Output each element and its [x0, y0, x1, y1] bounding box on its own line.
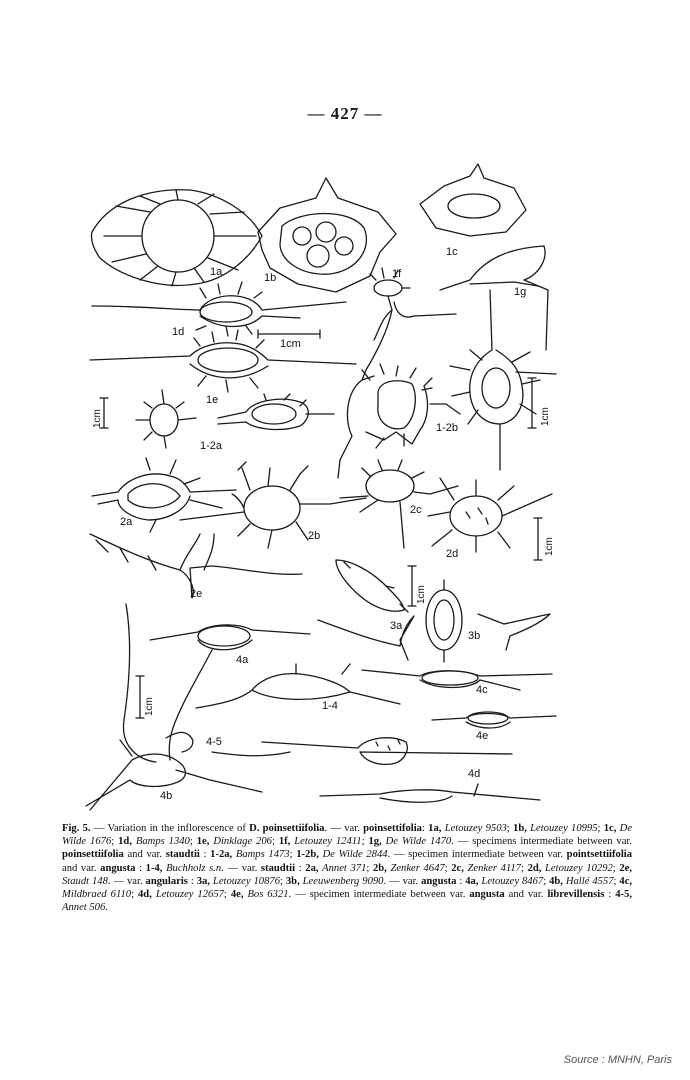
scale-label: 1cm	[92, 409, 103, 428]
drawing-3a	[318, 560, 414, 660]
drawing-1g	[440, 246, 548, 350]
label-1-2b: 1-2b	[436, 422, 459, 434]
label-1-4: 1-4	[322, 700, 338, 712]
scale-label: 1cm	[280, 338, 301, 350]
scale-label: 1cm	[144, 697, 155, 716]
label-2c: 2c	[410, 504, 422, 516]
drawing-3b	[426, 580, 550, 662]
drawing-1e	[90, 330, 356, 392]
label-2b: 2b	[308, 530, 321, 542]
drawing-1d	[92, 282, 346, 338]
label-1c: 1c	[446, 246, 458, 258]
label-2d: 2d	[446, 548, 459, 560]
drawing-4e	[432, 712, 556, 728]
label-4a: 4a	[236, 654, 249, 666]
drawing-1-2a	[136, 390, 334, 448]
drawing-1-2b	[338, 302, 460, 478]
label-2e: 2e	[190, 588, 203, 600]
label-1b: 1b	[264, 272, 277, 284]
label-3b: 3b	[468, 630, 481, 642]
drawing-2a	[92, 458, 236, 532]
label-1e: 1e	[206, 394, 219, 406]
drawing-4c	[362, 670, 552, 690]
label-4d: 4d	[468, 768, 481, 780]
label-4-5: 4-5	[206, 736, 222, 748]
label-1f: 1f	[392, 268, 402, 280]
page-number: — 427 —	[307, 104, 383, 123]
label-4b: 4b	[160, 790, 173, 802]
drawing-2d	[428, 478, 552, 552]
scale-label: 1cm	[540, 407, 551, 426]
label-2a: 2a	[120, 516, 133, 528]
label-1a: 1a	[210, 266, 223, 278]
drawing-1a	[91, 190, 262, 286]
drawing-1f	[370, 268, 410, 340]
drawing-right-1cm	[450, 290, 556, 470]
figure-caption: Fig. 5. — Variation in the inflorescence of D. poinsettiifolia. — var. poinsettifolia: 1a, Letouzey 9503; 1b, Letouzey 10995; 1c, De Wilde 1676; 1d, Bamps 1340; 1e, Dinklage 206; 1f, Letouzey 12411; 1g, De Wilde 1470. — specimens intermediate between var. poinsettiifolia and var. staudtii : 1-2a, Bamps 1473; 1-2b, De Wilde 2844. — specimen intermediate between var. pointsettiifolia and var. angusta : 1-4, Buchholz s.n. — var. staudtii : 2a, Annet 371; 2b, Zenker 4647; 2c, Zenker 4117; 2d, Letouzey 10292; 2e, Staudt 148. — var. angularis : 3a, Letouzey 10876; 3b, Leeuwenberg 9090. — var. angusta : 4a, Letouzey 8467; 4b, Hallé 4557; 4c, Mildbraed 6110; 4d, Letouzey 12657; 4e, Bos 6321. — specimen intermediate between var. angusta and var. librevillensis : 4-5, Annet 506.	[62, 823, 633, 914]
image-source-credit: Source : MNHN, Paris	[563, 1054, 672, 1066]
label-1-2a: 1-2a	[200, 440, 223, 452]
label-4c: 4c	[476, 684, 488, 696]
drawing-4b	[86, 740, 262, 810]
label-3a: 3a	[390, 620, 403, 632]
label-1d: 1d	[172, 326, 185, 338]
drawing-1b	[258, 178, 396, 292]
drawing-1c	[420, 164, 526, 236]
drawing-4d	[320, 784, 540, 802]
scale-label: 1cm	[416, 585, 427, 604]
label-4e: 4e	[476, 730, 489, 742]
label-1g: 1g	[514, 286, 527, 298]
drawing-2c	[340, 460, 458, 548]
scale-label: 1cm	[544, 537, 555, 556]
